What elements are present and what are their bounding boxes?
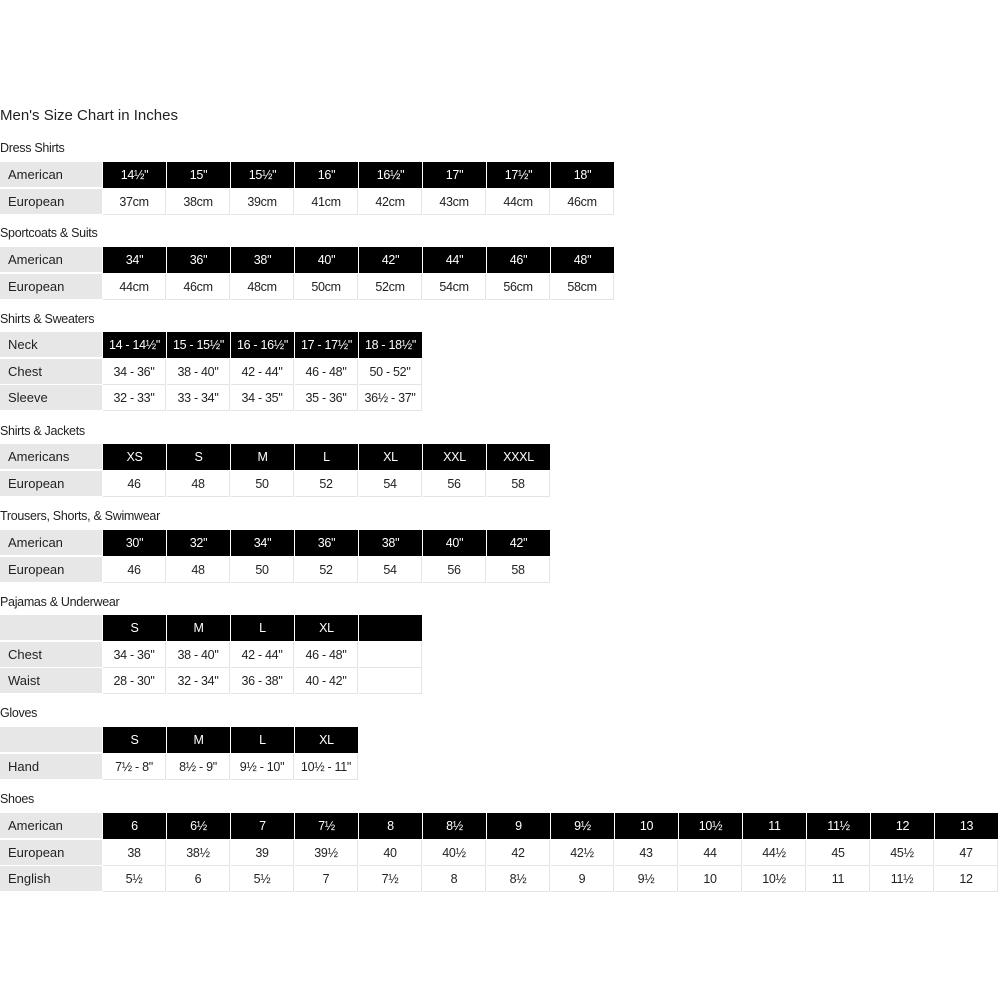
size-header-cell: 9½ (551, 813, 614, 839)
size-value-cell: 52cm (359, 274, 422, 300)
size-value-cell: 39 (231, 840, 294, 866)
size-header-cell: XXL (423, 444, 486, 470)
size-header-cell: M (167, 615, 230, 641)
row-label: Sleeve (0, 385, 102, 411)
size-header-cell: 6½ (167, 813, 230, 839)
size-value-cell (359, 642, 422, 668)
size-header-cell: 34" (103, 247, 166, 273)
size-header-cell: 14 - 14½" (103, 332, 166, 358)
size-value-cell: 58cm (551, 274, 614, 300)
size-header-cell: 42" (359, 247, 422, 273)
size-header-cell: XL (359, 444, 422, 470)
size-header-cell: 17 - 17½" (295, 332, 358, 358)
size-value-cell: 37cm (103, 189, 166, 215)
size-value-cell: 48 (167, 471, 230, 497)
size-header-cell: 12 (871, 813, 934, 839)
section-title-shirts-sweaters: Shirts & Sweaters (0, 312, 95, 326)
section-title-trousers-shorts-swimwear: Trousers, Shorts, & Swimwear (0, 509, 160, 523)
size-header-cell: 18 - 18½" (359, 332, 422, 358)
size-value-cell: 5½ (103, 866, 166, 892)
size-value-cell: 42cm (359, 189, 422, 215)
pajamas-underwear-row-chest (0, 642, 423, 668)
size-header-cell: XL (295, 615, 358, 641)
size-header-cell: 11½ (807, 813, 870, 839)
dress-shirts-row-european (0, 189, 615, 215)
size-header-cell: 18" (551, 162, 614, 188)
size-header-cell: 10 (615, 813, 678, 839)
shirts-jackets-header-row (0, 444, 551, 470)
size-header-cell: 16 - 16½" (231, 332, 294, 358)
row-label: American (0, 247, 102, 273)
pajamas-underwear-header-row (0, 615, 423, 641)
size-header-cell: 8 (359, 813, 422, 839)
size-value-cell: 46 - 48" (295, 359, 358, 385)
size-header-cell: 10½ (679, 813, 742, 839)
size-value-cell: 45½ (871, 840, 934, 866)
size-value-cell: 8½ - 9" (167, 754, 230, 780)
size-header-cell: L (231, 615, 294, 641)
size-value-cell: 8 (423, 866, 486, 892)
size-value-cell: 56cm (487, 274, 550, 300)
shoes-header-row (0, 813, 999, 839)
size-value-cell: 56 (423, 557, 486, 583)
size-value-cell: 36 - 38" (231, 668, 294, 694)
size-value-cell: 46 (103, 471, 166, 497)
size-value-cell: 39½ (295, 840, 358, 866)
size-value-cell: 40½ (423, 840, 486, 866)
size-header-cell: 14½" (103, 162, 166, 188)
size-header-cell: XXXL (487, 444, 550, 470)
size-value-cell: 58 (487, 471, 550, 497)
page-title: Men's Size Chart in Inches (0, 107, 178, 124)
size-value-cell: 12 (935, 866, 998, 892)
size-value-cell: 10½ (743, 866, 806, 892)
size-header-cell: 15½" (231, 162, 294, 188)
size-value-cell: 48cm (231, 274, 294, 300)
shirts-jackets-row-european (0, 471, 551, 497)
row-label: Hand (0, 754, 102, 780)
trousers-shorts-swimwear-header-row (0, 530, 551, 556)
size-value-cell: 42 (487, 840, 550, 866)
size-value-cell: 45 (807, 840, 870, 866)
size-header-cell: 16" (295, 162, 358, 188)
size-header-cell: 38" (231, 247, 294, 273)
sportcoats-suits-header-row (0, 247, 615, 273)
section-title-dress-shirts: Dress Shirts (0, 141, 65, 155)
size-header-cell: 17" (423, 162, 486, 188)
size-header-cell: S (103, 727, 166, 753)
size-value-cell: 54cm (423, 274, 486, 300)
shoes-row-english (0, 866, 999, 892)
size-value-cell: 58 (487, 557, 550, 583)
size-header-cell: 15" (167, 162, 230, 188)
size-value-cell: 7 (295, 866, 358, 892)
row-label (0, 615, 102, 641)
size-header-cell: 30" (103, 530, 166, 556)
size-value-cell: 54 (359, 557, 422, 583)
size-value-cell: 44½ (743, 840, 806, 866)
section-title-pajamas-underwear: Pajamas & Underwear (0, 595, 120, 609)
size-header-cell (359, 615, 422, 641)
shirts-sweaters-row-chest (0, 359, 423, 385)
size-value-cell: 50 (231, 557, 294, 583)
dress-shirts-header-row (0, 162, 615, 188)
size-value-cell: 9 (551, 866, 614, 892)
shirts-sweaters-header-row (0, 332, 423, 358)
size-value-cell: 47 (935, 840, 998, 866)
size-value-cell: 34 - 36" (103, 642, 166, 668)
row-label: European (0, 840, 102, 866)
size-header-cell: XS (103, 444, 166, 470)
size-value-cell: 43cm (423, 189, 486, 215)
gloves-row-hand (0, 754, 359, 780)
size-value-cell: 41cm (295, 189, 358, 215)
row-label: Neck (0, 332, 102, 358)
size-value-cell: 7½ (359, 866, 422, 892)
row-label: Chest (0, 642, 102, 668)
size-value-cell: 38½ (167, 840, 230, 866)
size-value-cell: 46cm (551, 189, 614, 215)
size-header-cell: L (231, 727, 294, 753)
size-value-cell: 9½ - 10" (231, 754, 294, 780)
pajamas-underwear-row-waist (0, 668, 423, 694)
size-value-cell: 38cm (167, 189, 230, 215)
row-label: Americans (0, 444, 102, 470)
size-value-cell: 39cm (231, 189, 294, 215)
row-label: English (0, 866, 102, 892)
size-header-cell: XL (295, 727, 358, 753)
size-header-cell: 13 (935, 813, 998, 839)
size-value-cell: 38 (103, 840, 166, 866)
row-label (0, 727, 102, 753)
size-value-cell: 11 (807, 866, 870, 892)
size-value-cell: 33 - 34" (167, 385, 230, 411)
section-title-sportcoats-suits: Sportcoats & Suits (0, 226, 98, 240)
size-header-cell: 32" (167, 530, 230, 556)
row-label: European (0, 471, 102, 497)
size-value-cell: 46 - 48" (295, 642, 358, 668)
row-label: European (0, 189, 102, 215)
size-header-cell: 40" (295, 247, 358, 273)
trousers-shorts-swimwear-row-european (0, 557, 551, 583)
size-header-cell: 8½ (423, 813, 486, 839)
size-header-cell: S (103, 615, 166, 641)
size-value-cell: 5½ (231, 866, 294, 892)
size-value-cell: 28 - 30" (103, 668, 166, 694)
gloves-header-row (0, 727, 359, 753)
size-value-cell: 40 (359, 840, 422, 866)
size-header-cell: S (167, 444, 230, 470)
size-value-cell: 35 - 36" (295, 385, 358, 411)
section-title-shirts-jackets: Shirts & Jackets (0, 424, 85, 438)
section-title-gloves: Gloves (0, 706, 38, 720)
size-header-cell: 46" (487, 247, 550, 273)
size-value-cell: 34 - 36" (103, 359, 166, 385)
size-header-cell: L (295, 444, 358, 470)
sportcoats-suits-row-european (0, 274, 615, 300)
size-value-cell: 46cm (167, 274, 230, 300)
size-header-cell: 6 (103, 813, 166, 839)
size-value-cell: 50 - 52" (359, 359, 422, 385)
size-header-cell: 7 (231, 813, 294, 839)
size-header-cell: 17½" (487, 162, 550, 188)
size-header-cell: 42" (487, 530, 550, 556)
size-value-cell: 52 (295, 471, 358, 497)
size-value-cell: 6 (167, 866, 230, 892)
size-value-cell: 9½ (615, 866, 678, 892)
size-header-cell: 48" (551, 247, 614, 273)
size-header-cell: M (231, 444, 294, 470)
size-value-cell: 40 - 42" (295, 668, 358, 694)
size-header-cell: M (167, 727, 230, 753)
size-header-cell: 36" (295, 530, 358, 556)
size-value-cell: 38 - 40" (167, 642, 230, 668)
size-value-cell: 32 - 34" (167, 668, 230, 694)
size-value-cell: 48 (167, 557, 230, 583)
size-value-cell: 44cm (103, 274, 166, 300)
row-label: American (0, 813, 102, 839)
size-value-cell: 54 (359, 471, 422, 497)
size-value-cell: 10 (679, 866, 742, 892)
size-value-cell (359, 668, 422, 694)
section-title-shoes: Shoes (0, 792, 34, 806)
size-header-cell: 16½" (359, 162, 422, 188)
shirts-sweaters-row-sleeve (0, 385, 423, 411)
size-value-cell: 42 - 44" (231, 359, 294, 385)
size-value-cell: 10½ - 11" (295, 754, 358, 780)
size-value-cell: 44 (679, 840, 742, 866)
size-value-cell: 50cm (295, 274, 358, 300)
size-value-cell: 42½ (551, 840, 614, 866)
size-header-cell: 40" (423, 530, 486, 556)
row-label: American (0, 530, 102, 556)
size-value-cell: 36½ - 37" (359, 385, 422, 411)
size-value-cell: 46 (103, 557, 166, 583)
size-value-cell: 34 - 35" (231, 385, 294, 411)
size-value-cell: 38 - 40" (167, 359, 230, 385)
size-header-cell: 34" (231, 530, 294, 556)
size-value-cell: 42 - 44" (231, 642, 294, 668)
size-header-cell: 9 (487, 813, 550, 839)
size-value-cell: 32 - 33" (103, 385, 166, 411)
size-header-cell: 38" (359, 530, 422, 556)
size-header-cell: 11 (743, 813, 806, 839)
size-header-cell: 7½ (295, 813, 358, 839)
row-label: European (0, 557, 102, 583)
size-value-cell: 52 (295, 557, 358, 583)
size-value-cell: 50 (231, 471, 294, 497)
row-label: Chest (0, 359, 102, 385)
row-label: American (0, 162, 102, 188)
row-label: European (0, 274, 102, 300)
row-label: Waist (0, 668, 102, 694)
size-value-cell: 11½ (871, 866, 934, 892)
size-value-cell: 44cm (487, 189, 550, 215)
size-header-cell: 36" (167, 247, 230, 273)
size-header-cell: 15 - 15½" (167, 332, 230, 358)
size-value-cell: 8½ (487, 866, 550, 892)
shoes-row-european (0, 840, 999, 866)
size-value-cell: 56 (423, 471, 486, 497)
size-value-cell: 43 (615, 840, 678, 866)
size-header-cell: 44" (423, 247, 486, 273)
size-value-cell: 7½ - 8" (103, 754, 166, 780)
